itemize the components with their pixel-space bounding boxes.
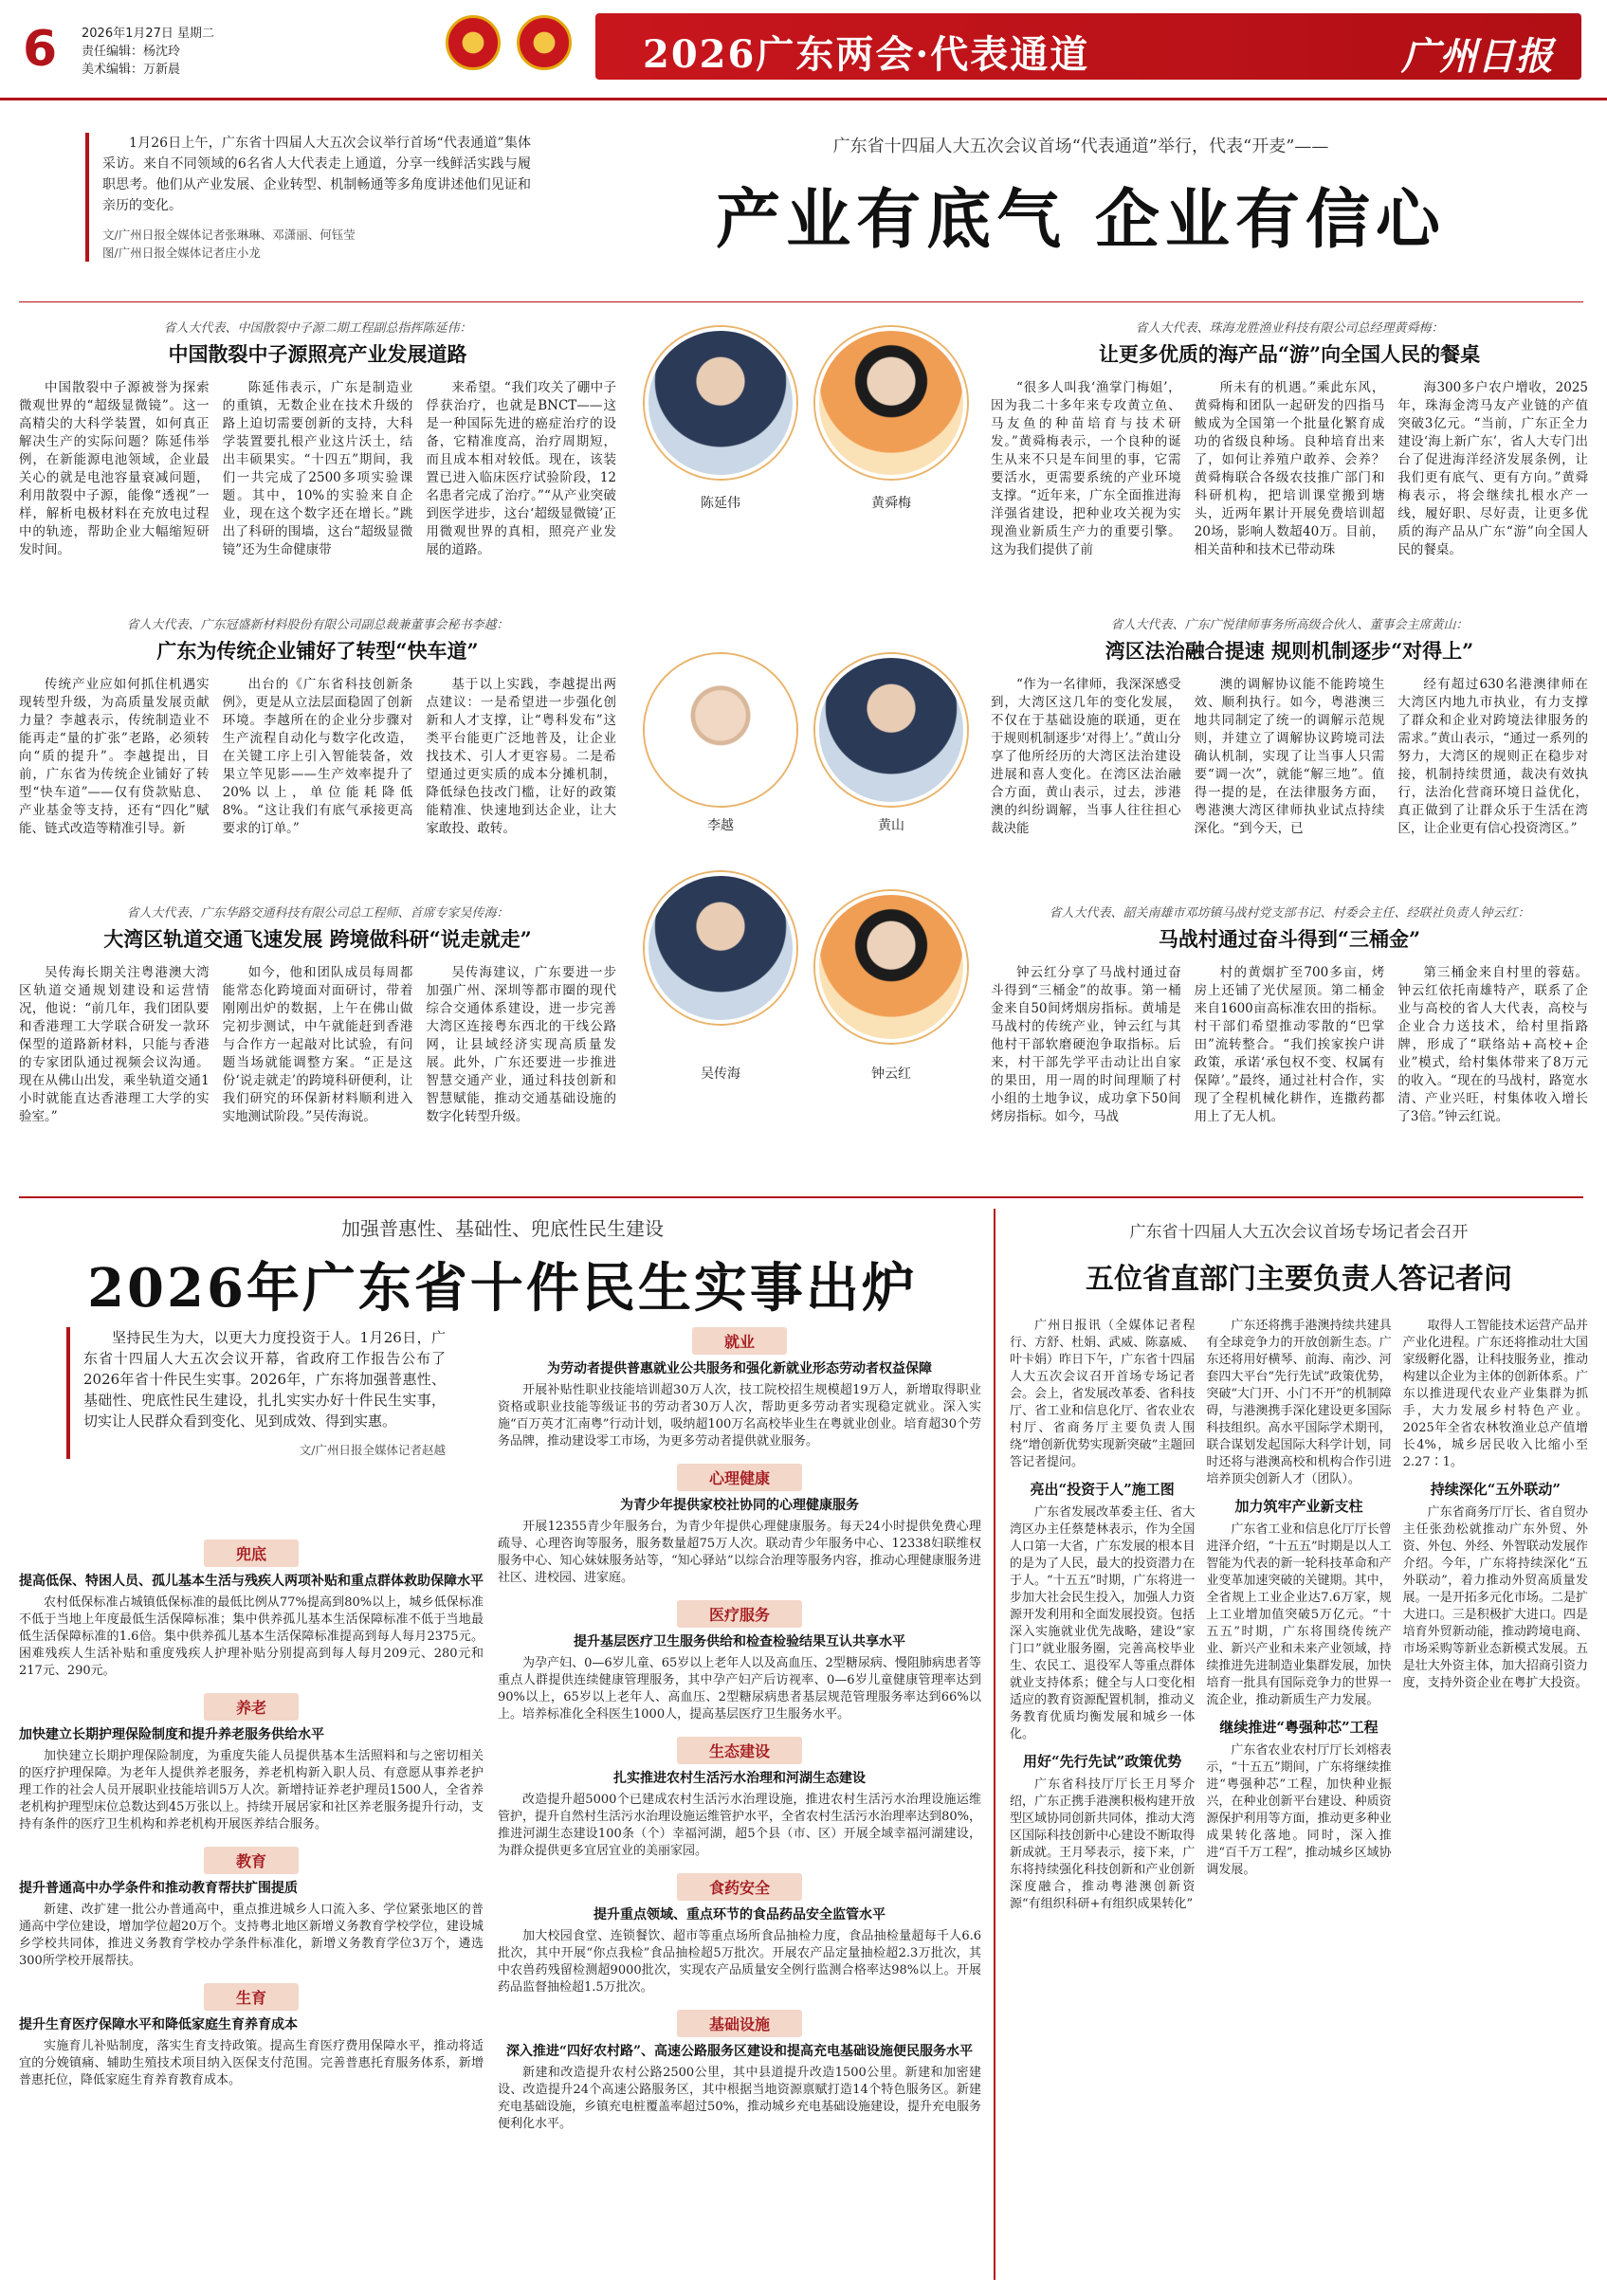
story-chen-yanwei (19, 318, 616, 559)
story-text: 吴传海建议，广东要进一步加强广州、深圳等都市圈的现代综合交通体系建设，进一步完善大湾区连接粤东西北的干线公路网，让县域经济实现高质量发展。此外，广东还要进一步推进智慧交通产业，通过科技创新和智慧赋能，推动交通基础设施的数字化转型升级。 (426, 965, 617, 1124)
section-tag: 心理健康 (677, 1464, 802, 1491)
story-zhong-yunhong (991, 902, 1588, 1126)
portrait-caption: 吴传海 (701, 1066, 740, 1082)
speaker-title: 省人大代表、珠海龙胜渔业科技有限公司总经理黄舜梅： (1135, 321, 1444, 336)
top-headline: 产业有底气 企业有信心 (716, 182, 1446, 258)
speaker-title: 省人大代表、中国散裂中子源二期工程副总指挥陈延伟： (163, 321, 472, 336)
presser-text: 取得人工智能技术运营产品并产业化进程。广东还将推动壮大国家级孵化器，让科技服务业，推动构建以企业为主体的创新体系。广东以推进现代农业产业集群为抓手，大力发展乡村特色产业。2025年全省农林牧渔业总产值增长4%，城乡居民收入比缩小至2.27∶1。 (1402, 1319, 1588, 1469)
banner-title: 2026广东两会·代表通道 (643, 32, 1090, 77)
column-rule (994, 1209, 995, 2280)
section-tag: 基础设施 (677, 2010, 802, 2037)
item-headline: 为青少年提供家校社协同的心理健康服务 (620, 1498, 859, 1513)
story-text: 海300多户农户增收，2025年，珠海金湾马友产业链的产值突破3亿元。“当前，广东正全力建设‘海上新广东’，省人大专门出台了促进海洋经济发展条例，让我们更有底气、更有方向。”黄舜梅表示，将会继续扎根水产一线，履好职、尽好责，让更多优质的海产品从广东“游”向全国人民的餐桌。 (1397, 380, 1589, 557)
section-tag: 食药安全 (677, 1873, 802, 1901)
story-headline: 马战村通过奋斗得到“三桶金” (1158, 927, 1421, 951)
presser-kicker: 广东省十四届人大五次会议首场专场记者会召开 (1129, 1223, 1469, 1242)
speaker-title: 省人大代表、广东华路交通科技有限公司总工程师、首席专家吴传海： (126, 906, 509, 920)
issue-meta (82, 25, 214, 79)
story-text: 经有超过630名港澳律师在大湾区内地九市执业，有力支撑了群众和企业对跨境法律服务的需求。”黄山表示，“通过一系列的努力，大湾区的规则正在稳步对接，机制持续贯通，裁决有效执行，法治化营商环境日益优化，真正做到了让群众乐于生活在湾区，让企业更有信心投资湾区。” (1397, 677, 1589, 836)
item-headline: 提高低保、特困人员、孤儿基本生活与残疾人两项补贴和重点群体救助保障水平 (19, 1574, 484, 1589)
section-tag: 医疗服务 (677, 1600, 802, 1628)
item-headline: 提升生育医疗保障水平和降低家庭生育养育成本 (19, 2017, 298, 2032)
presser-subhead: 加力筑牢产业新支柱 (1234, 1498, 1363, 1515)
item-headline: 加快建立长期护理保险制度和提升养老服务供给水平 (19, 1727, 324, 1742)
speaker-title: 省人大代表、广东广悦律师事务所高级合伙人、董事会主席黄山： (1110, 618, 1469, 632)
item-headline: 提升普通高中办学条件和推动教育帮扶扩围提质 (19, 1881, 298, 1896)
livelihood-headline: 2026年广东省十件民生实事出炉 (87, 1257, 918, 1320)
item-text: 实施育儿补贴制度，落实生育支持政策。提高生育医疗费用保障水平，推动将适宜的分娩镇痛、辅助生殖技术项目纳入医保支付范围。完善普惠托育服务体系，新增普惠托位，降低家庭生育养育教育成本。 (19, 2039, 484, 2087)
story-text: “很多人叫我‘渔掌门梅姐’，因为我二十多年来专攻黄立鱼、马友鱼的种苗培育与技术研发。”黄舜梅表示，一个良种的诞生从来不只是车间里的事，它需要活水，更需要系统的产业环境支撑。“近年来，广东全面推进海洋强省建设，把种业攻关视为实现渔业新质生产力的重要引擎。这为我们提供了前 (991, 380, 1181, 557)
presser-headline: 五位省直部门主要负责人答记者问 (1086, 1263, 1512, 1296)
portrait-caption: 李越 (707, 818, 734, 833)
story-headline: 湾区法治融合提速 规则机制逐步“对得上” (1105, 639, 1474, 663)
presser-subhead: 用好“先行先试”政策优势 (1023, 1753, 1182, 1770)
story-text: 澳的调解协议能不能跨境生效、顺利执行。如今，粤港澳三地共同制定了统一的调解示范规则，并建立了调解协议跨境司法确认机制，实现了让当事人只需要“调一次”，就能“解三地”。值得一提的是，在法律服务方面，粤港澳大湾区律师执业试点持续深化。“到今天，已 (1194, 677, 1385, 836)
story-headline: 让更多优质的海产品“游”向全国人民的餐桌 (1098, 342, 1481, 366)
story-text: 第三桶金来自村里的蓉菇。钟云红依托南雄特产，联系了企业与高校的省人大代表，高校与企业合力送技术，给村里指路牌，形成了“联络站+高校+企业”模式，给村集体带来了8万元的收入。“现在的马战村，路宽水清、产业兴旺，村集体收入增长了3倍。”钟云红说。 (1397, 965, 1589, 1124)
story-text: “作为一名律师，我深深感受到，大湾区这几年的变化发展，不仅在于基础设施的联通，更在于规则机制逐步‘对得上’。”黄山分享了他所经历的大湾区法治建设进展和喜人变化。在湾区法治融合方面，黄山表示，过去，涉港澳的纠纷调解，当事人往往担心裁决能 (991, 677, 1181, 836)
portrait-huang-shan (815, 654, 967, 806)
portrait-li-yue (645, 654, 796, 806)
story-text: 基于以上实践，李越提出两点建议：一是希望进一步强化创新和人才支撑，让“粤科发布”这类平台能更广泛地普及，让企业找技术、引人才更容易。二是希望通过更实质的成本分摊机制，降低绿色技改门槛，让好的政策能精准、快速地到达企业，让大家敢投、敢转。 (426, 677, 617, 836)
story-text: 村的黄烟扩至700多亩，烤房上还铺了光伏屋顶。第二桶金来自1600亩高标准农田的指标。村干部们希望推动零散的“巴掌田”流转整合。“我们挨家挨户讲政策，承诺‘承包权不变、权属有保障’。”最终，通过社村合作，实现了全程机械化耕作，连撒药都用上了无人机。 (1194, 965, 1385, 1124)
item-text: 新建和改造提升农村公路2500公里，其中县道提升改造1500公里。新建和加密建设、改造提升24个高速公路服务区，其中根据当地资源禀赋打造14个特色服务区。新建充电基础设施，乡镇充电桩覆盖率超过50%，推动城乡充电基础设施建设，提升充电服务便利化水平。 (498, 2066, 981, 2131)
story-text: 中国散裂中子源被誉为探索微观世界的“超级显微镜”。这一高精尖的大科学装置，如何真正解决生产的实际问题？陈延伟举例，在新能源电池领域，企业最关心的就是电池容量衰减问题，利用散裂中子源，能像“透视”一样，解析电极材料在充放电过程中的轨迹，帮助企业大幅缩短研发时间。 (19, 380, 210, 557)
livelihood-credit: 文/广州日报全媒体记者赵越 (299, 1443, 446, 1457)
item-text: 新建、改扩建一批公办普通高中，重点推进城乡人口流入多、学位紧张地区的普通高中学位建设，增加学位超20万个。支持粤北地区新增义务教育学校学位，建设城乡学校共同体，推进义务教育学校办学条件标准化，新增义务教育学位3万个，遴选300所学校开展帮扶。 (19, 1903, 484, 1968)
story-huang-shunmei (991, 318, 1588, 559)
item-headline: 为劳动者提供普惠就业公共服务和强化新就业形态劳动者权益保障 (547, 1361, 932, 1376)
livelihood-lead: 坚持民生为大，以更大力度投资于人。1月26日，广东省十四届人大五次会议开幕，省政府工作报告公布了2026年省十件民生实事。2026年，广东将加强普惠性、基础性、兜底性民生建设，扎扎实实办好十件民生实事，切实让人民群众看到变化、见到成效、得到实惠。 (83, 1329, 446, 1430)
story-text: 如今，他和团队成员每周都能常态化跨境面对面研讨，带着刚刚出炉的数据，上午在佛山做完初步测试，中午就能赶到香港与合作方一起敲对比试验，有问题当场就能调整方案。“正是这份‘说走就走’的跨境科研便利，让我们研究的环保新材料顺利进入实地测试阶段。”吴传海说。 (222, 965, 413, 1124)
presser-intro: 广州日报讯（全媒体记者程行、方舒、杜娟、武威、陈嘉威、叶卡娟）昨日下午，广东省十四届人大五次会议召开首场专场记者会。会上，省发展改革委、省科技厅、省工业和信息化厅、省农业农村厅、省商务厅主要负责人围绕“增创新优势实现新突破”主题回答记者提问。 (1010, 1319, 1196, 1469)
story-text: 出台的《广东省科技创新条例》，更是从立法层面稳固了创新环境。李越所在的企业分步骤对生产流程自动化与数字化改造，在关键工序上引入智能装备，效果立竿见影——生产效率提升了20%以上，单位能耗降低8%。“这让我们有底气承接更高要求的订单。” (222, 677, 413, 836)
editor: 责任编辑：杨沈玲 (82, 45, 181, 59)
item-headline: 提升基层医疗卫生服务供给和检查检验结果互认共享水平 (574, 1634, 905, 1649)
portrait-zhong-yunhong (815, 891, 967, 1043)
section-tag: 教育 (204, 1847, 299, 1874)
credit-photo: 图/广州日报全媒体记者庄小龙 (102, 246, 261, 260)
section-banner (595, 13, 1581, 80)
portrait-caption: 黄舜梅 (871, 496, 911, 511)
livelihood-col-right (498, 1327, 981, 2133)
top-kicker: 广东省十四届人大五次会议首场“代表通道”举行，代表“开麦”—— (832, 137, 1329, 156)
issue-date: 2026年1月27日 星期二 (82, 27, 215, 41)
credit-writers: 文/广州日报全媒体记者张琳琳、邓潇丽、何钰莹 (102, 228, 356, 242)
item-text: 加大校园食堂、连锁餐饮、超市等重点场所食品抽检力度，食品抽检量超每千人6.6批次，其中开展“你点我检”食品抽检超5万批次。开展农产品定量抽检超2.3万批次，其中农兽药残留检测超9000批次，实现农产品质量安全例行监测合格率达98%以上。开展药品监督抽检超1.5万批次。 (498, 1929, 981, 1995)
story-text: 传统产业应如何抓住机遇实现转型升级，为高质量发展贡献力量？李越表示，传统制造业不能再走“量的扩张”老路，必须转向“质的提升”。李越提出，目前，广东省为传统企业铺好了转型“快车道”——仅有贷款贴息、产业基金等支持，还有“四化”赋能、链式改造等精准引导。新 (19, 677, 210, 836)
item-text: 改造提升超5000个已建成农村生活污水治理设施，推进农村生活污水治理设施运维管护，提升自然村生活污水治理设施运维管护水平，全省农村生活污水治理率达到80%，推进河湖生态建设100条（个）幸福河湖，超5个县（市、区）开展全域幸福河湖建设，为群众提供更多宜居宜业的美丽家园。 (498, 1793, 981, 1858)
portrait-caption: 黄山 (878, 818, 904, 833)
presser-subhead: 继续推进“粤强种芯”工程 (1219, 1719, 1379, 1736)
section-tag: 兜底 (204, 1540, 299, 1567)
lead-box (85, 133, 531, 262)
presser-subhead: 持续深化“五外联动” (1430, 1481, 1561, 1498)
divider (19, 301, 1583, 302)
presser-text: 广东还将携手港澳持续共建具有全球竞争力的开放创新生态。广东还将用好横琴、前海、南沙、河套四大平台“先行先试”政策优势，突破“大门开、小门不开”的机制障碍，与港澳携手深化建设更多国际科技组织。高水平国际学术期刊，联合谋划发起国际大科学计划，同时还将与港澳高校和机构合作引进培养顶尖创新人才（团队）。 (1206, 1319, 1392, 1486)
item-headline: 扎实推进农村生活污水治理和河湖生态建设 (613, 1771, 866, 1786)
item-headline: 深入推进“四好农村路”、高速公路服务区建设和提高充电基础设施便民服务水平 (505, 2044, 974, 2059)
story-text: 吴传海长期关注粤港澳大湾区轨道交通规划建设和运营情况，他说：“前几年，我们团队要和香港理工大学联合研发一款环保型的道路新材料，只能与香港的专家团队通过视频会议沟通。现在从佛山出发，乘坐轨道交通1小时就能直达香港理工大学的实验室。” (19, 965, 210, 1124)
masthead-logo: 广州日报 (1401, 34, 1553, 79)
speaker-title: 省人大代表、韶关南雄市邓坊镇马战村党支部书记、村委会主任、经联社负责人钟云红： (1049, 906, 1530, 920)
portrait-huang-shunmei (815, 327, 967, 479)
story-text: 陈延伟表示，广东是制造业的重镇，无数企业在技术升级的路上迫切需要创新的支持，大科学装置要扎根产业这片沃土，结出丰硕果实。“十四五”期间，我们一共完成了2500多项实验课题。其中，10%的实验来自企业，现在这个数字还在增长。”跳出了科研的围墙，这台“超级显微镜”还为生命健康带 (222, 380, 413, 557)
story-headline: 广东为传统企业铺好了转型“快车道” (156, 639, 479, 663)
item-text: 农村低保标准占城镇低保标准的最低比例从77%提高到80%以上，城乡低保标准不低于当地上年度最低生活保障标准；集中供养孤儿基本生活保障标准不低于当地最低生活保障标准的1.6倍。集中供养孤儿基本生活保障标准提高到每人每月2375元。困难残疾人生活补贴和重度残疾人护理补贴分别提高到每人每月209元、280元和217元、290元。 (19, 1595, 484, 1678)
story-headline: 大湾区轨道交通飞速发展 跨境做科研“说走就走” (103, 927, 532, 951)
presser-subhead: 亮出“投资于人”施工图 (1030, 1481, 1175, 1498)
page-number: 6 (23, 21, 58, 78)
lead-text: 1月26日上午，广东省十四届人大五次会议举行首场“代表通道”集体采访。来自不同领域的6名省人大代表走上通道，分享一线鲜活实践与履职思考。他们从产业发展、企业转型、机制畅通等多角度讲述他们见证和亲历的变化。 (102, 136, 531, 213)
livelihood-kicker: 加强普惠性、基础性、兜底性民生建设 (341, 1217, 664, 1240)
speaker-title: 省人大代表、广东冠盛新材料股份有限公司副总裁兼董事会秘书李越： (126, 618, 509, 632)
story-text: 所未有的机遇。”乘此东风，黄舜梅和团队一起研发的四指马鲅成为全国第一个批量化繁育成功的省级良种场。良种培育出来了，如何让养殖户敢养、会养？黄舜梅联合各级农技推广部门和科研机构，把培训课堂搬到塘头，近两年累计开展免费培训超20场，影响人数超40万。目前，相关苗种和技术已带动珠 (1194, 380, 1385, 557)
divider (19, 1196, 1583, 1198)
item-text: 为孕产妇、0—6岁儿童、65岁以上老年人以及高血压、2型糖尿病、慢阻肺病患者等重点人群提供连续健康管理服务，其中孕产妇产后访视率、0—6岁儿童健康管理率达到90%以上，65岁以上老年人、高血压、2型糖尿病患者基层规范管理服务率达到66%以上。培养标准化全科医生1000人，提高基层医疗卫生服务水平。 (498, 1656, 981, 1722)
page-header (0, 0, 1607, 100)
item-text: 加快建立长期护理保险制度，为重度失能人员提供基本生活照料和与之密切相关的医疗护理保障。为老年人提供养老服务，养老机构新入职人员、有意愿从事养老护理工作的社会人员开展职业技能培训5万人次。新增持证养老护理员1500人，全省养老机构护理型床位总数达到45万张以上。持续开展居家和社区养老服务提升行动，支持有条件的医疗卫生机构和养老机构开展医养结合服务。 (19, 1749, 484, 1831)
national-emblem-icon (446, 15, 501, 70)
story-li-yue (19, 614, 616, 838)
section-tag: 就业 (692, 1327, 787, 1355)
livelihood-header (19, 1213, 986, 1322)
section-tag: 养老 (204, 1693, 299, 1721)
story-text: 来希望。“我们攻关了硼中子俘获治疗，也就是BNCT——这是一种国际先进的癌症治疗的设备，它精准度高，治疗周期短，而且成本相对较低。现在，该装置已进入临床医疗试验阶段，12名患者完成了治疗。”“从产业突破到医学进步，这台‘超级显微镜’正用微观世界的真相，照亮产业发展的道路。 (426, 380, 617, 557)
livelihood-col-left (19, 1526, 484, 2089)
story-headline: 中国散裂中子源照亮产业发展道路 (168, 342, 467, 366)
presser-text: 广东省科技厅厅长王月琴介绍，广东正携手港澳积极构建开放型区域协同创新共同体，推动大湾区国际科技创新中心建设不断取得新成就。王月琴表示，接下来，广东将持续强化科技创新和产业创新深度融合，推动粤港澳创新资源“有组织科研+有组织成果转化” (1010, 1777, 1196, 1911)
section-tag: 生态建设 (677, 1737, 802, 1764)
presser-text: 广东省农业农村厅厅长刘榕表示，“十五五”期间，广东将继续推进“粤强种芯”工程，加快种业振兴，在种业创新平台建设、种质资源保护利用等方面，推动更多种业成果转化落地。同时，深入推进“百千万工程”，推动城乡区域协调发展。 (1206, 1743, 1392, 1877)
story-text: 钟云红分享了马战村通过奋斗得到“三桶金”的故事。第一桶金来自50间烤烟房指标。黄埔是马战村的传统产业，钟云红与其他村干部软磨硬泡争取指标。后来，村干部先学平击动让出自家的果田，用一周的时间理顺了村小组的土地争议，成功拿下50间烤房指标。如今，马战 (991, 965, 1181, 1124)
portrait-chen-yanwei (645, 327, 796, 479)
presser-text: 广东省商务厅厅长、省自贸办主任张劲松就推动广东外贸、外资、外包、外经、外智联动发展作介绍。今年，广东将持续深化“五外联动”，着力推动外贸高质量发展。一是开拓多元化市场。二是扩大进口。三是积极扩大进口。四是培育外贸新动能，推动跨境电商、市场采购等新业态新模式发展。五是壮大外资主体，加大招商引资力度，支持外资企业在粤扩大投资。 (1402, 1505, 1588, 1690)
party-emblem-icon (517, 15, 572, 70)
item-text: 开展12355青少年服务台，为青少年提供心理健康服务。每天24小时提供免费心理疏导、心理咨询等服务，服务数量超75万人次。联动青少年服务中心、12338妇联维权服务中心、知心妹妹服务站等，“知心驿站”以综合治理等服务内容，推动心理健康服务进社区、进校园、进家庭。 (498, 1520, 981, 1585)
presser-text: 广东省工业和信息化厅厅长曾进泽介绍，“十五五”时期是以人工智能为代表的新一轮科技革命和产业变革加速突破的关键期。其中，全省规上工业企业达7.6万家，规上工业增加值突破5万亿元。“十五五”时期，广东将围绕传统产业、新兴产业和未来产业领域，持续推进先进制造业集群发展，加快培育一批具有国际竞争力的世界一流企业，推动新质生产力发展。 (1206, 1522, 1392, 1707)
story-wu-chuanhai (19, 902, 616, 1126)
item-text: 开展补贴性职业技能培训超30万人次，技工院校招生规模超19万人，新增取得职业资格或职业技能等级证书的劳动者30万人次，帮助更多劳动者实现稳定就业。深入实施“百万英才汇南粤”行动计划，吸纳超100万名高校毕业生在粤就业创业。培育超30个劳务品牌，推动建设零工市场，为更多劳动者提供就业服务。 (498, 1383, 981, 1449)
portrait-caption: 钟云红 (871, 1066, 911, 1082)
section-tag: 生育 (204, 1983, 299, 2011)
livelihood-lead-box (66, 1327, 446, 1459)
presser-header (1010, 1218, 1588, 1297)
presser-body (1010, 1318, 1588, 1913)
story-huang-shan (991, 614, 1588, 838)
portrait-caption: 陈延伟 (701, 496, 740, 511)
presser-text: 广东省发展改革委主任、省大湾区办主任蔡楚林表示，作为全国人口第一大省，广东发展的根本目的是为了人民，最大的投资潜力在于人。“十五五”时期，广东将进一步加大社会民生投入，加强人力资源开发利用和全面发展投资。包括深入实施就业优先战略，建设“家门口”就业服务圈，完善高校毕业生、农民工、退役军人等重点群体就业支持体系；健全与人口变化相适应的教育资源配置机制，推动义务教育优质均衡发展和城乡一体化。 (1010, 1505, 1196, 1741)
art-editor: 美术编辑：万新晨 (82, 63, 181, 77)
item-headline: 提升重点领域、重点环节的食品药品安全监管水平 (593, 1907, 886, 1922)
portrait-wu-chuanhai (645, 872, 796, 1024)
